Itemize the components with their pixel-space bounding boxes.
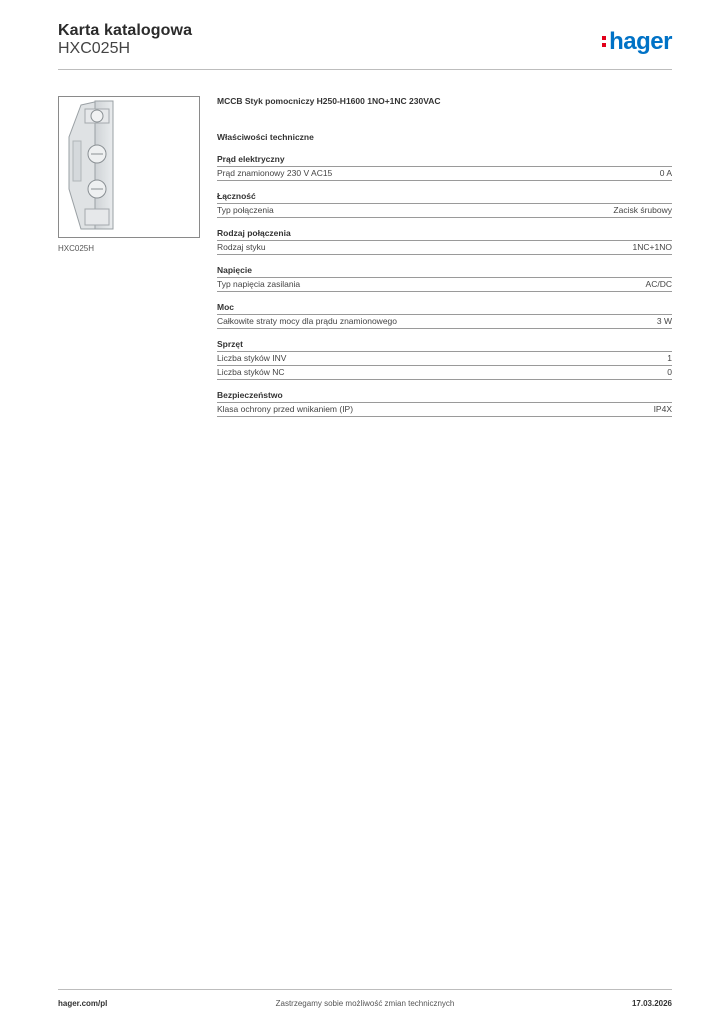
spec-row (217, 167, 672, 181)
page-footer (58, 989, 672, 1014)
section-title: Właściwości techniczne (217, 132, 314, 142)
footer-date: 17.03.2026 (631, 999, 672, 1008)
spec-value: 0 A (659, 168, 672, 178)
spec-value: IP4X (653, 404, 672, 414)
spec-group-title: Rodzaj połączenia (217, 228, 672, 241)
logo-dots-icon (602, 33, 607, 49)
spec-label: Typ połączenia (217, 205, 274, 215)
product-image (58, 96, 200, 238)
spec-label: Rodzaj styku (217, 242, 266, 252)
spec-label: Liczba styków INV (217, 353, 287, 363)
footer-disclaimer: Zastrzegamy sobie możliwość zmian technicznych (275, 999, 455, 1008)
auxiliary-contact-illustration (59, 97, 199, 237)
spec-group-title: Prąd elektryczny (217, 154, 672, 167)
spec-label: Typ napięcia zasilania (217, 279, 301, 289)
spec-value: 1 (667, 353, 672, 363)
spec-group-title: Bezpieczeństwo (217, 390, 672, 403)
document-title: Karta katalogowa (58, 22, 193, 39)
product-name: MCCB Styk pomocniczy H250-H1600 1NO+1NC 230VAC (217, 96, 441, 106)
spec-group-hardware (217, 339, 672, 380)
spec-group-title: Napięcie (217, 265, 672, 278)
spec-content (217, 96, 672, 417)
spec-label: Klasa ochrony przed wnikaniem (IP) (217, 404, 354, 414)
spec-value: 3 W (656, 316, 672, 326)
spec-value: 1NC+1NO (632, 242, 672, 252)
product-code: HXC025H (58, 40, 131, 57)
spec-group-title: Łączność (217, 191, 672, 204)
spec-row (217, 352, 672, 366)
spec-row (217, 315, 672, 329)
spec-group-title: Sprzęt (217, 339, 672, 352)
spec-group-title: Moc (217, 302, 672, 315)
product-image-caption: HXC025H (58, 244, 95, 253)
spec-group-connection-type (217, 228, 672, 255)
spec-value: 0 (667, 367, 672, 377)
spec-value: Zacisk śrubowy (613, 205, 672, 215)
spec-row (217, 241, 672, 255)
spec-row (217, 204, 672, 218)
spec-group-safety (217, 390, 672, 417)
spec-group-connectivity (217, 191, 672, 218)
spec-row (217, 278, 672, 292)
hager-logo (602, 28, 672, 56)
spec-label: Prąd znamionowy 230 V AC15 (217, 168, 333, 178)
spec-group-power (217, 302, 672, 329)
spec-value: AC/DC (645, 279, 672, 289)
spec-row (217, 366, 672, 380)
spec-group-voltage (217, 265, 672, 292)
spec-label: Liczba styków NC (217, 367, 285, 377)
spec-label: Całkowite straty mocy dla prądu znamionowego (217, 316, 398, 326)
footer-website-link[interactable]: hager.com/pl (58, 999, 108, 1008)
page-header (58, 20, 672, 70)
spec-group-electric-current (217, 154, 672, 181)
spec-row (217, 403, 672, 417)
logo-text: hager (609, 28, 672, 55)
